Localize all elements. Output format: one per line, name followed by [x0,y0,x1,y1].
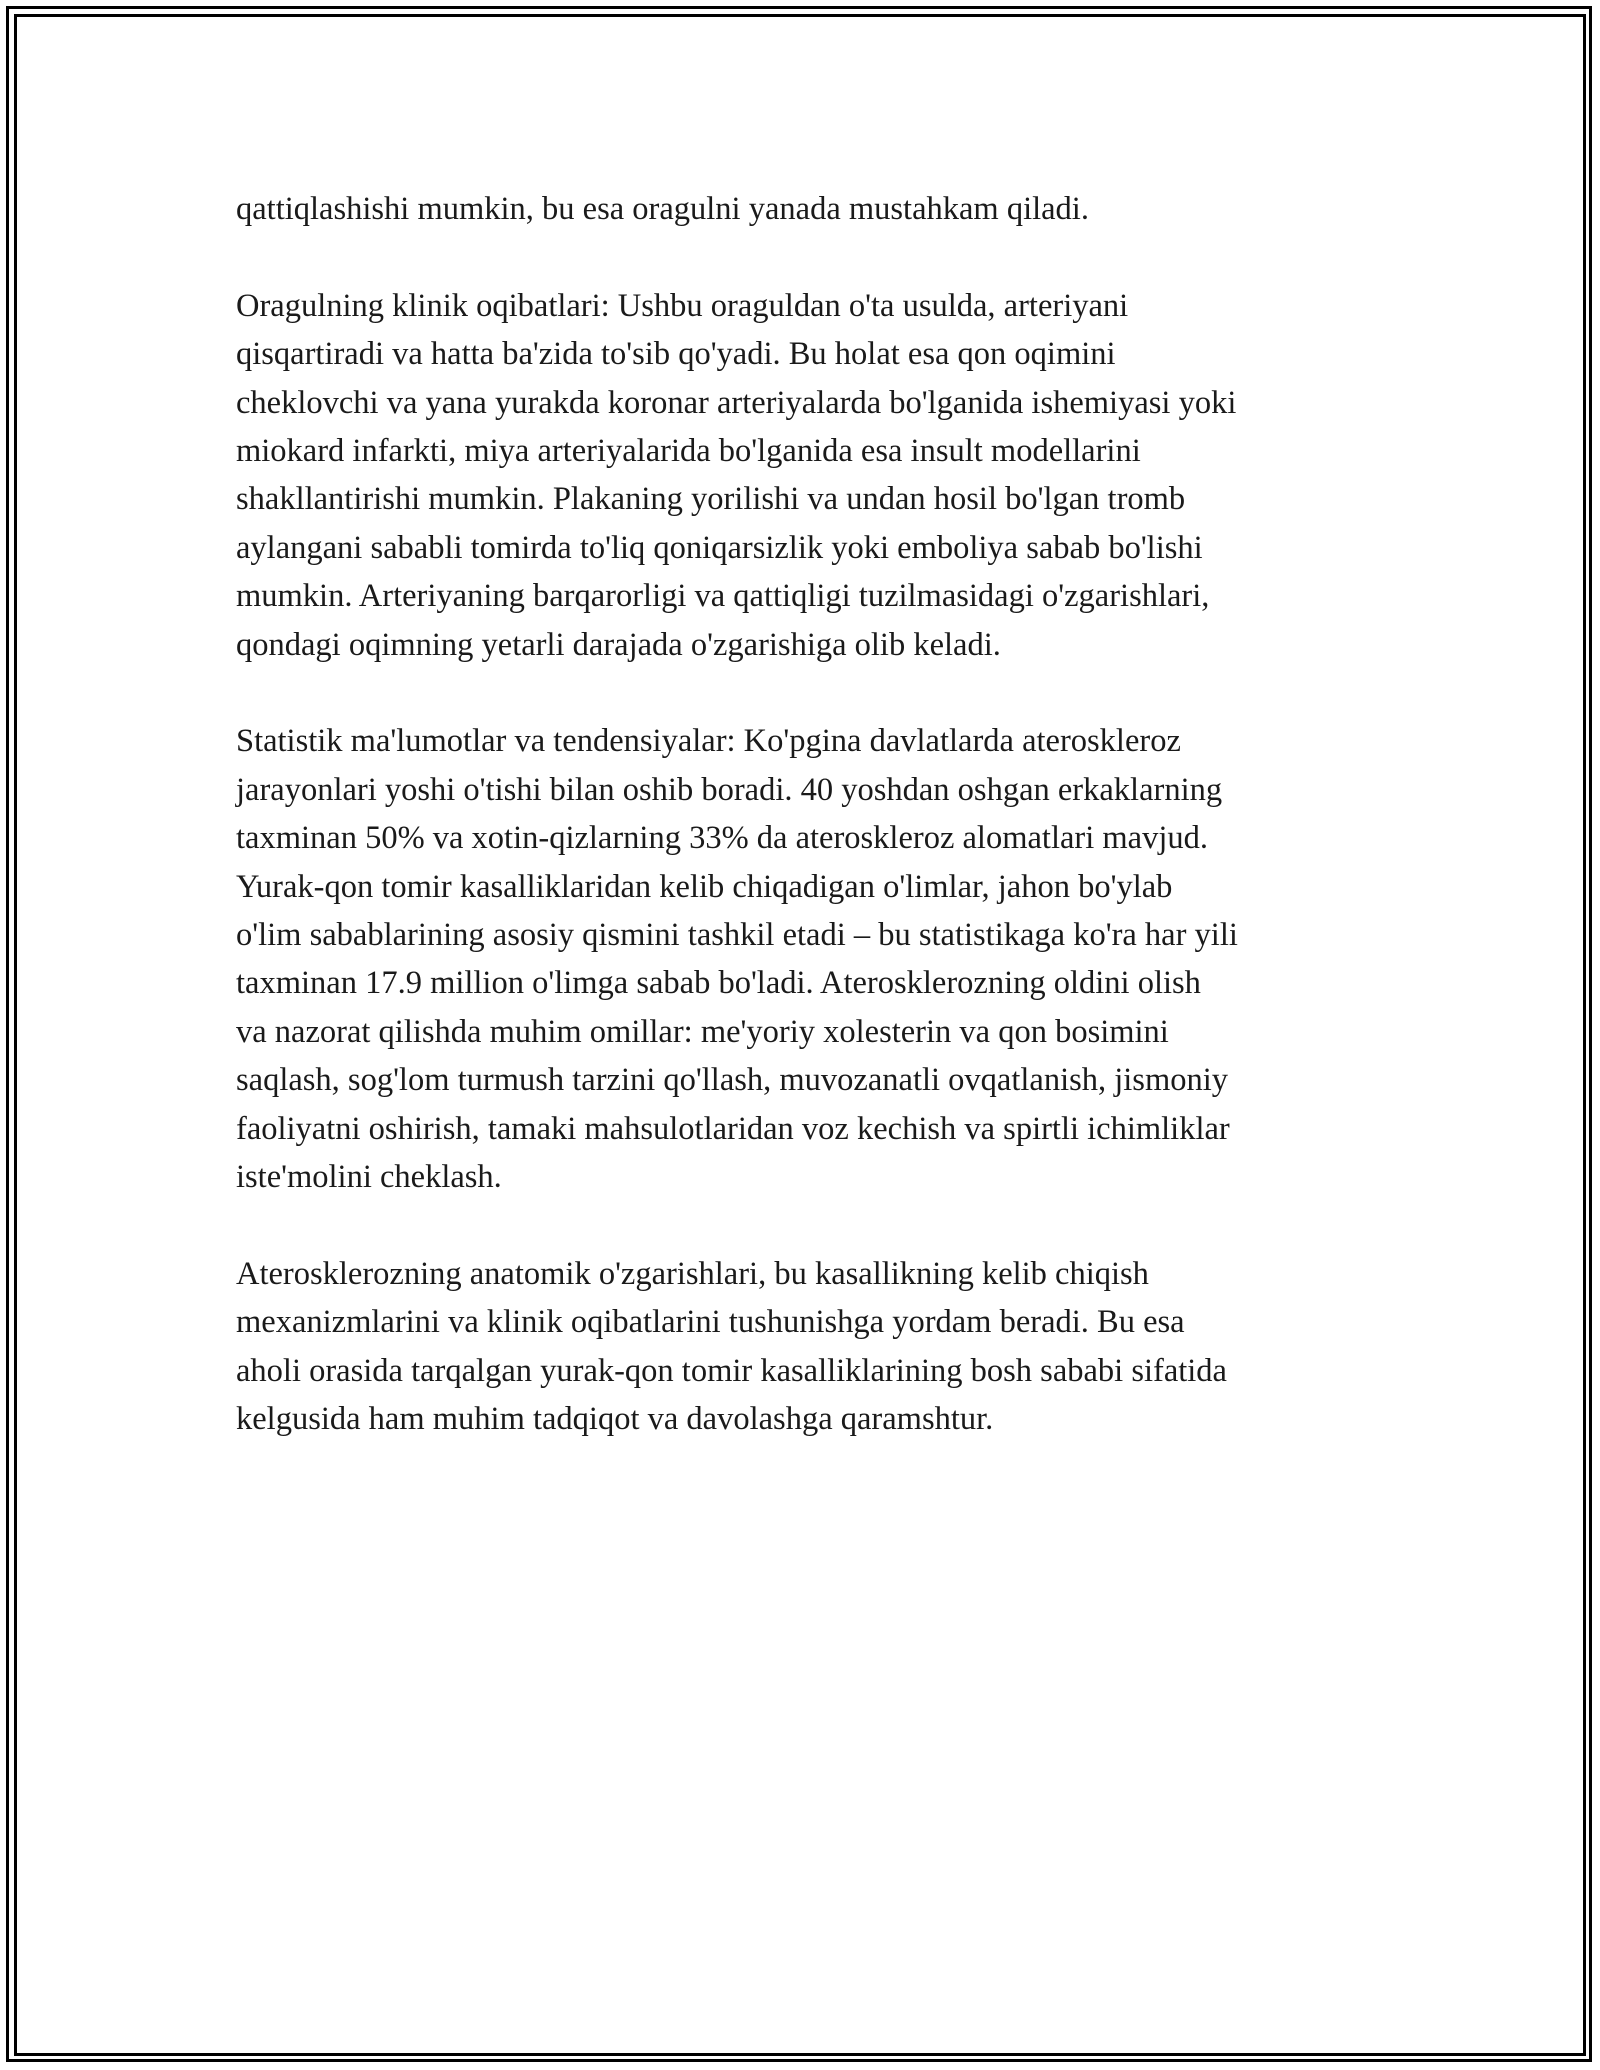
paragraph-continuation: qattiqlashishi mumkin, bu esa oragulni yanada mustahkam qiladi. [236,191,1089,227]
document-body [236,185,1376,1492]
paragraph-clinical-consequences: Oragulning klinik oqibatlari: Ushbu oraguldan o'ta usulda, arteriyani qisqartiradi va hatta ba'zida to'sib qo'yadi. Bu holat esa qon oqimini cheklovchi va yana yurakda koronar arteriyalarda bo'lganida ishemiyasi yoki miokard infarkti, miya arteriyalarida bo'lganida esa insult modellarini shakllantirishi mumkin. Plakaning yorilishi va undan hosil bo'lgan tromb aylangani sababli tomirda to'liq qoniqarsizlik yoki emboliya sabab bo'lishi mumkin. Arteriyaning barqarorligi va qattiqligi tuzilmasidagi o'zgarishlari, qondagi oqimning yetarli darajada o'zgarishiga olib keladi. [236,287,1237,663]
paragraph-conclusion: Aterosklerozning anatomik o'zgarishlari, bu kasallikning kelib chiqish mexanizmlarini va klinik oqibatlarini tushunishga yordam beradi. Bu esa aholi orasida tarqalgan yurak-qon tomir kasalliklarining bosh sababi sifatida kelgusida ham muhim tadqiqot va davolashga qaramshtur. [236,1255,1227,1438]
paragraph-statistics: Statistik ma'lumotlar va tendensiyalar: Ko'pgina davlatlarda ateroskleroz jarayonlari yoshi o'tishi bilan oshib boradi. 40 yoshdan oshgan erkaklarning taxminan 50% va xotin-qizlarning 33% da ateroskleroz alomatlari mavjud. Yurak-qon tomir kasalliklaridan kelib chiqadigan o'limlar, jahon bo'ylab o'lim sabablarining asosiy qismini tashkil etadi – bu statistikaga ko'ra har yili taxminan 17.9 million o'limga sabab bo'ladi. Aterosklerozning oldini olish va nazorat qilishda muhim omillar: me'yoriy xolesterin va qon bosimini saqlash, sog'lom turmush tarzini qo'llash, muvozanatli ovqatlanish, jismoniy faoliyatni oshirish, tamaki mahsulotlaridan voz kechish va spirtli ichimliklar iste'molini cheklash. [236,723,1238,1196]
